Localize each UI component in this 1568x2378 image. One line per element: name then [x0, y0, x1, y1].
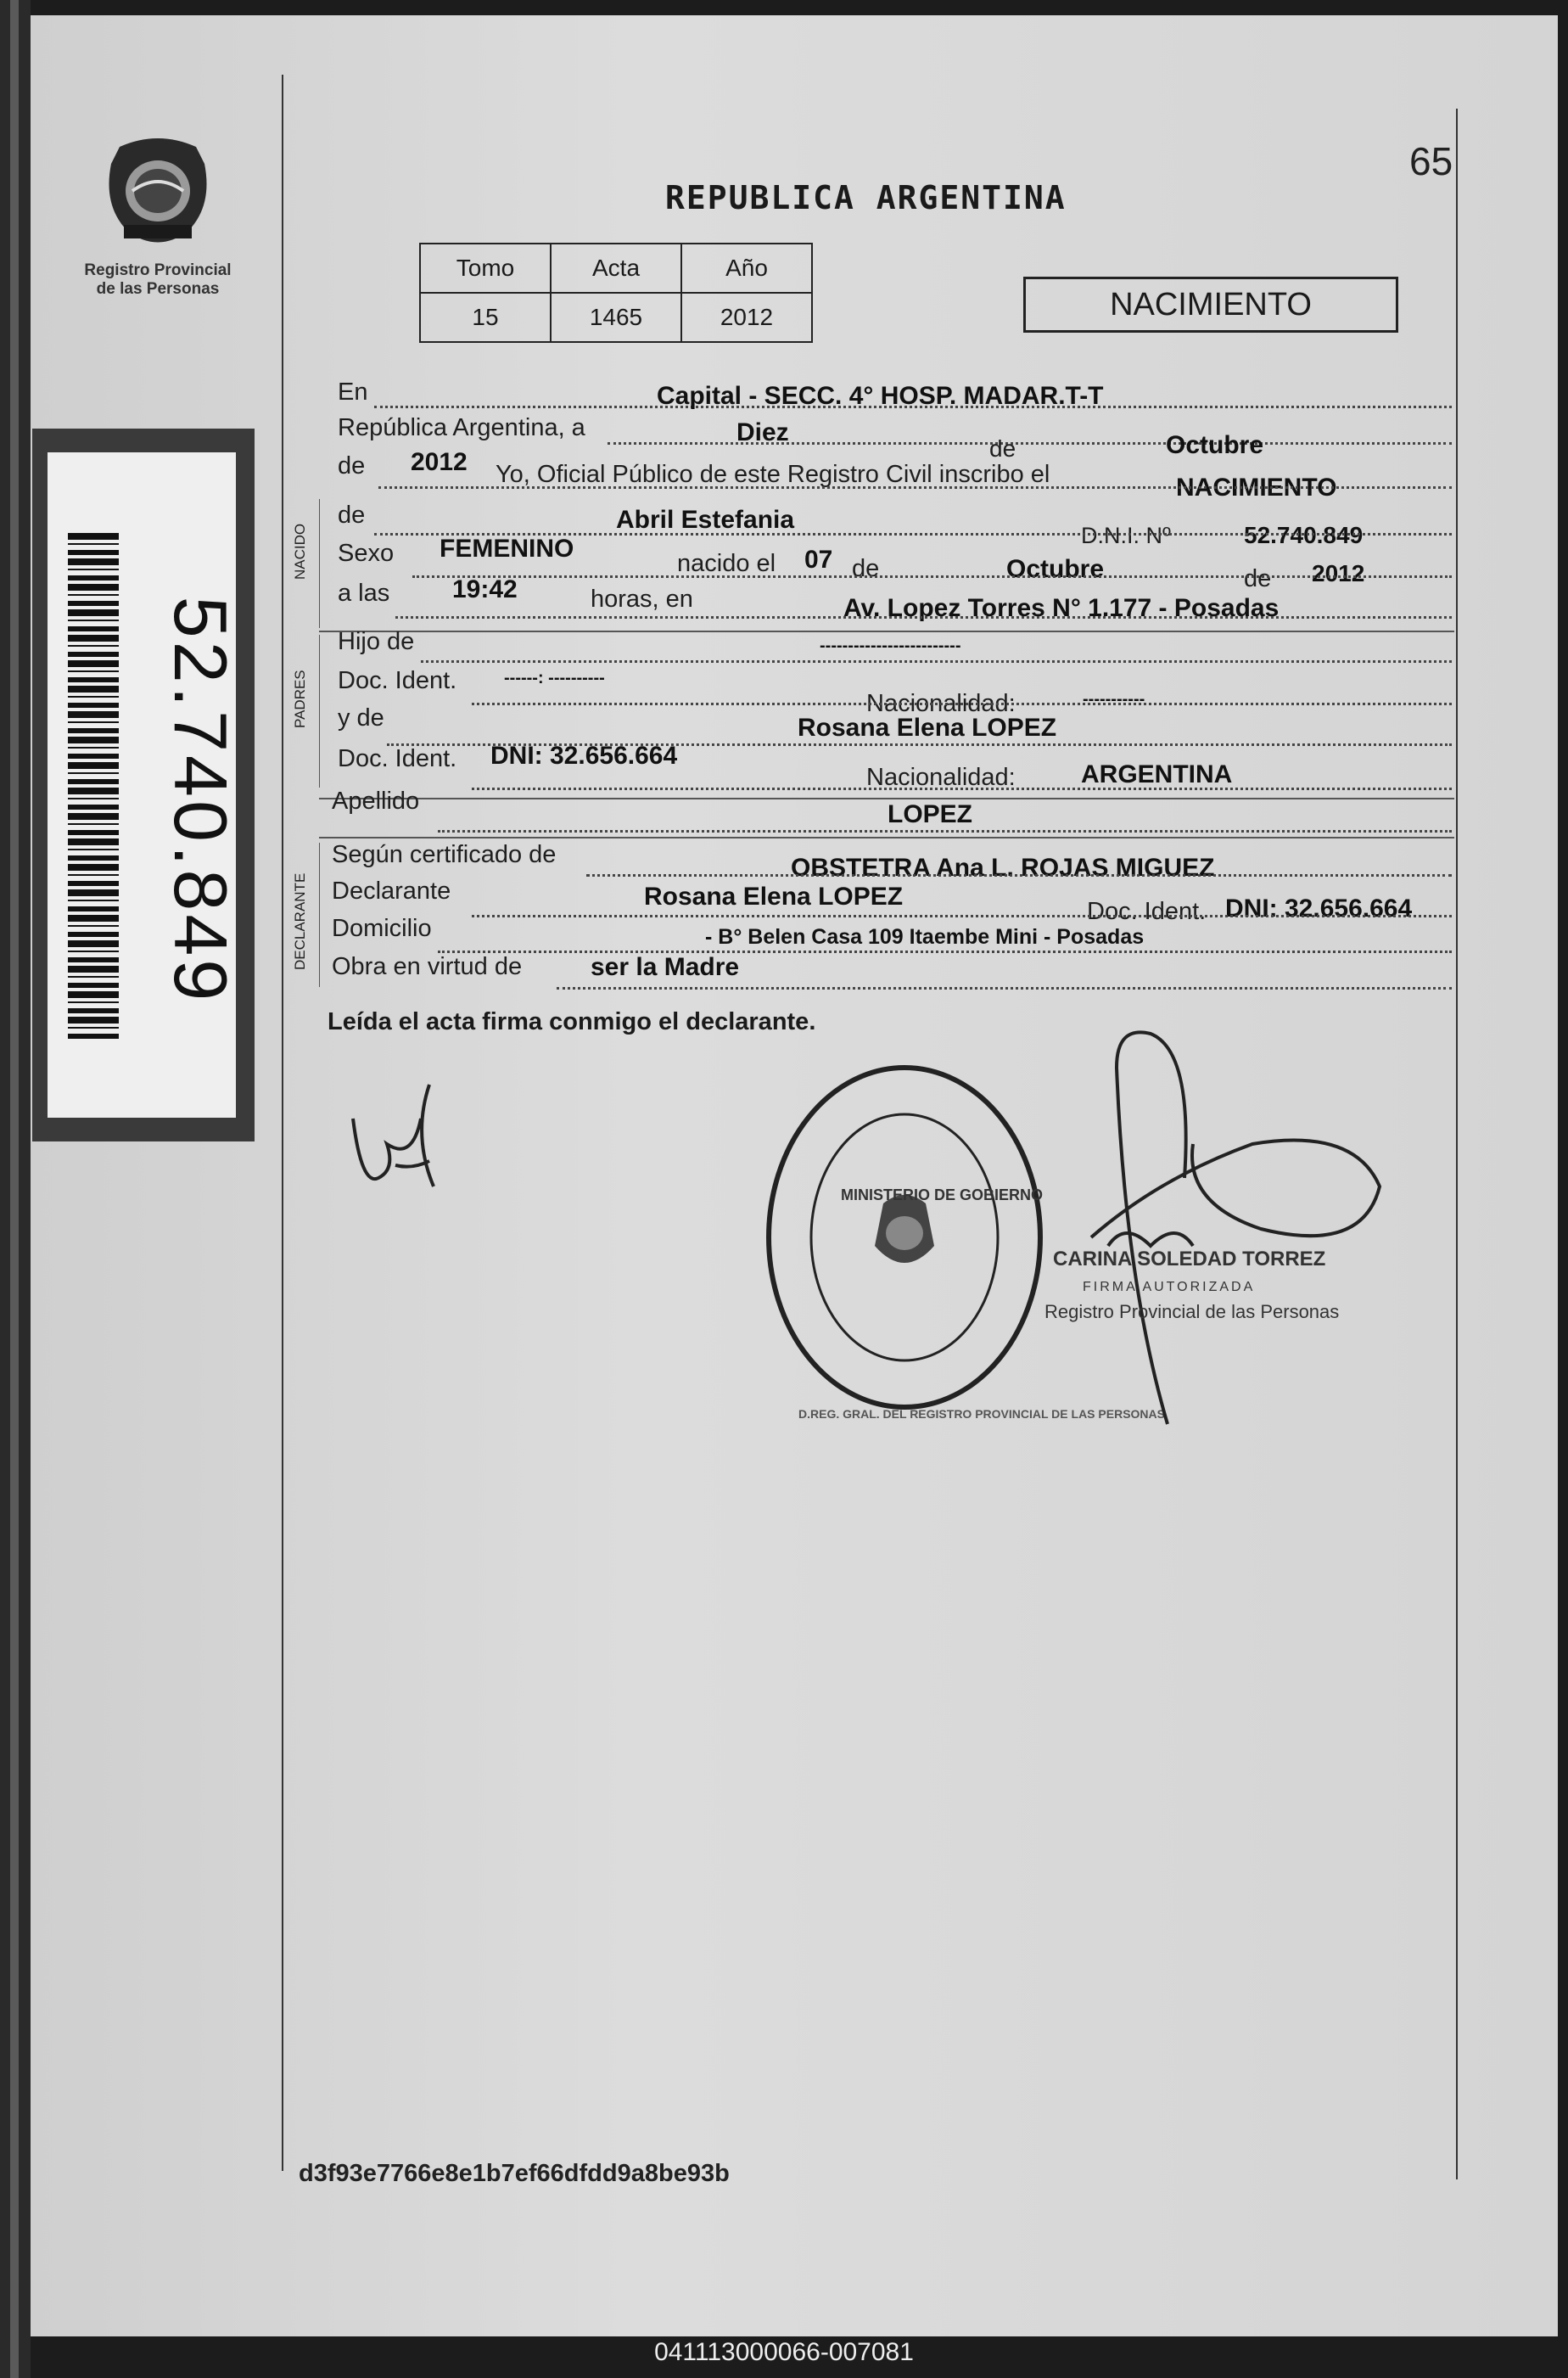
official-signature [1057, 1025, 1414, 1433]
section-declarante-label: DECLARANTE [292, 872, 308, 970]
value-apellido: LOPEZ [888, 800, 973, 828]
line-declarante [472, 915, 1452, 917]
label-de-mes: de [989, 435, 1016, 462]
value-acto: NACIMIENTO [1176, 474, 1337, 502]
line-republica [608, 442, 1452, 445]
line-sexo [412, 575, 1452, 578]
value-lugar-nac: Av. Lopez Torres N° 1.177 - Posadas [843, 594, 1280, 622]
section-nacido-rule [319, 499, 320, 628]
label-dni: D.N.I. Nº [1081, 523, 1171, 548]
header-anio: Año [681, 244, 812, 293]
document-page [31, 15, 1558, 2336]
section-padres-label: PADRES [292, 670, 308, 728]
barcode-label [32, 429, 255, 1141]
left-margin-rule [282, 75, 283, 2171]
official-stamp [760, 1059, 1049, 1416]
value-madre: Rosana Elena LOPEZ [798, 714, 1057, 742]
value-mes-nac: Octubre [1006, 555, 1105, 583]
line-yo [378, 486, 1452, 489]
right-margin-rule [1456, 109, 1458, 2179]
label-de-mes-nac: de [852, 555, 880, 582]
value-mes: Octubre [1166, 431, 1264, 459]
separator-padres [319, 798, 1454, 799]
value-certificado: OBSTETRA Ana L. ROJAS MIGUEZ [791, 854, 1215, 882]
value-padre-doc: ------: ---------- [504, 669, 605, 687]
value-padre-nac: ----------- [1083, 690, 1145, 709]
barcode-number: 52.740.849 [159, 596, 243, 1005]
label-y-de: y de [338, 704, 384, 732]
province-shield-icon [94, 130, 221, 257]
closing-statement: Leída el acta firma conmigo el declarante. [328, 1008, 816, 1035]
official-role: FIRMA AUTORIZADA [1083, 1280, 1256, 1294]
barcode [68, 533, 119, 1042]
label-doc-ident-declarante: Doc. Ident. [1087, 898, 1207, 925]
line-doc-ident-padre [472, 703, 1452, 705]
record-type-box: NACIMIENTO [1023, 277, 1398, 333]
value-sexo: FEMENINO [440, 535, 574, 563]
stamp-inner-text: MINISTERIO DE GOBIERNO [841, 1186, 1044, 1203]
label-yo-oficial: Yo, Oficial Público de este Registro Civil inscribo el [496, 461, 1050, 488]
label-nacionalidad-padre: Nacionalidad: [866, 690, 1016, 717]
value-nombre: Abril Estefania [616, 506, 795, 534]
header-tomo: Tomo [420, 244, 551, 293]
value-anio: 2012 [681, 293, 812, 342]
book-spine-edge [10, 0, 19, 2378]
barcode-label-inner [48, 452, 243, 1118]
official-org: Registro Provincial de las Personas [1044, 1301, 1340, 1322]
line-segun-cert [586, 874, 1452, 877]
label-de-nombre: de [338, 502, 366, 529]
line-doc-ident-madre [472, 788, 1452, 790]
label-nacionalidad-madre: Nacionalidad: [866, 764, 1016, 791]
country-heading: REPUBLICA ARGENTINA [665, 179, 1067, 216]
page-number: 65 [1409, 139, 1453, 183]
label-declarante: Declarante [332, 878, 451, 905]
line-obra [557, 987, 1452, 990]
value-madre-nac: ARGENTINA [1081, 760, 1233, 788]
section-nacido-label: NACIDO [292, 523, 308, 580]
header-acta: Acta [551, 244, 681, 293]
label-a-las: a las [338, 580, 390, 607]
label-apellido: Apellido [332, 788, 420, 815]
value-hora: 19:42 [452, 575, 518, 603]
official-name: CARINA SOLEDAD TORREZ [1053, 1248, 1326, 1270]
line-hijo-de [421, 660, 1452, 663]
label-de-anio: de [338, 452, 366, 480]
value-declarante-doc: DNI: 32.656.664 [1225, 895, 1413, 923]
value-acta: 1465 [551, 293, 681, 342]
line-apellido [438, 830, 1452, 833]
stamp-ring-text: D.REG. GRAL. DEL REGISTRO PROVINCIAL DE LAS PERSONAS [798, 1407, 1165, 1421]
label-horas-en: horas, en [591, 586, 693, 613]
value-lugar: Capital - SECC. 4° HOSP. MADAR.T-T [657, 382, 1104, 410]
section-padres-rule [319, 635, 320, 788]
label-obra: Obra en virtud de [332, 953, 523, 980]
document-hash: d3f93e7766e8e1b7ef66dfdd9a8be93b [299, 2160, 730, 2187]
value-anio: 2012 [411, 448, 468, 476]
value-padre: ------------------------- [820, 637, 961, 655]
value-dia-nac: 07 [804, 546, 833, 574]
record-table [419, 243, 813, 343]
value-dni: 52.740.849 [1244, 522, 1364, 548]
value-tomo: 15 [420, 293, 551, 342]
label-segun-cert: Según certificado de [332, 841, 557, 868]
value-domicilio: - B° Belen Casa 109 Itaembe Mini - Posadas [705, 925, 1145, 949]
line-a-las [395, 616, 1452, 619]
label-nacido-el: nacido el [677, 550, 776, 577]
label-de-anio-nac: de [1244, 565, 1272, 592]
footer-id: 041113000066-007081 [654, 2338, 914, 2366]
label-doc-ident-padre: Doc. Ident. [338, 667, 457, 694]
separator-nacido [319, 631, 1454, 632]
value-declarante: Rosana Elena LOPEZ [644, 883, 904, 911]
value-obra: ser la Madre [591, 953, 740, 981]
registry-logo [64, 130, 251, 299]
logo-line-2: de las Personas [96, 280, 220, 298]
value-dia: Diez [736, 418, 789, 446]
logo-line-1: Registro Provincial [84, 261, 232, 279]
section-declarante-rule [319, 843, 320, 987]
value-madre-doc: DNI: 32.656.664 [490, 742, 678, 770]
label-en: En [338, 379, 368, 406]
label-domicilio: Domicilio [332, 915, 432, 942]
declarant-signature [336, 1068, 455, 1195]
separator-apellido [319, 837, 1454, 838]
label-hijo-de: Hijo de [338, 628, 415, 655]
label-doc-ident-madre: Doc. Ident. [338, 745, 457, 772]
value-anio-nac: 2012 [1312, 560, 1365, 586]
label-sexo: Sexo [338, 540, 395, 567]
label-republica: República Argentina, a [338, 414, 585, 441]
